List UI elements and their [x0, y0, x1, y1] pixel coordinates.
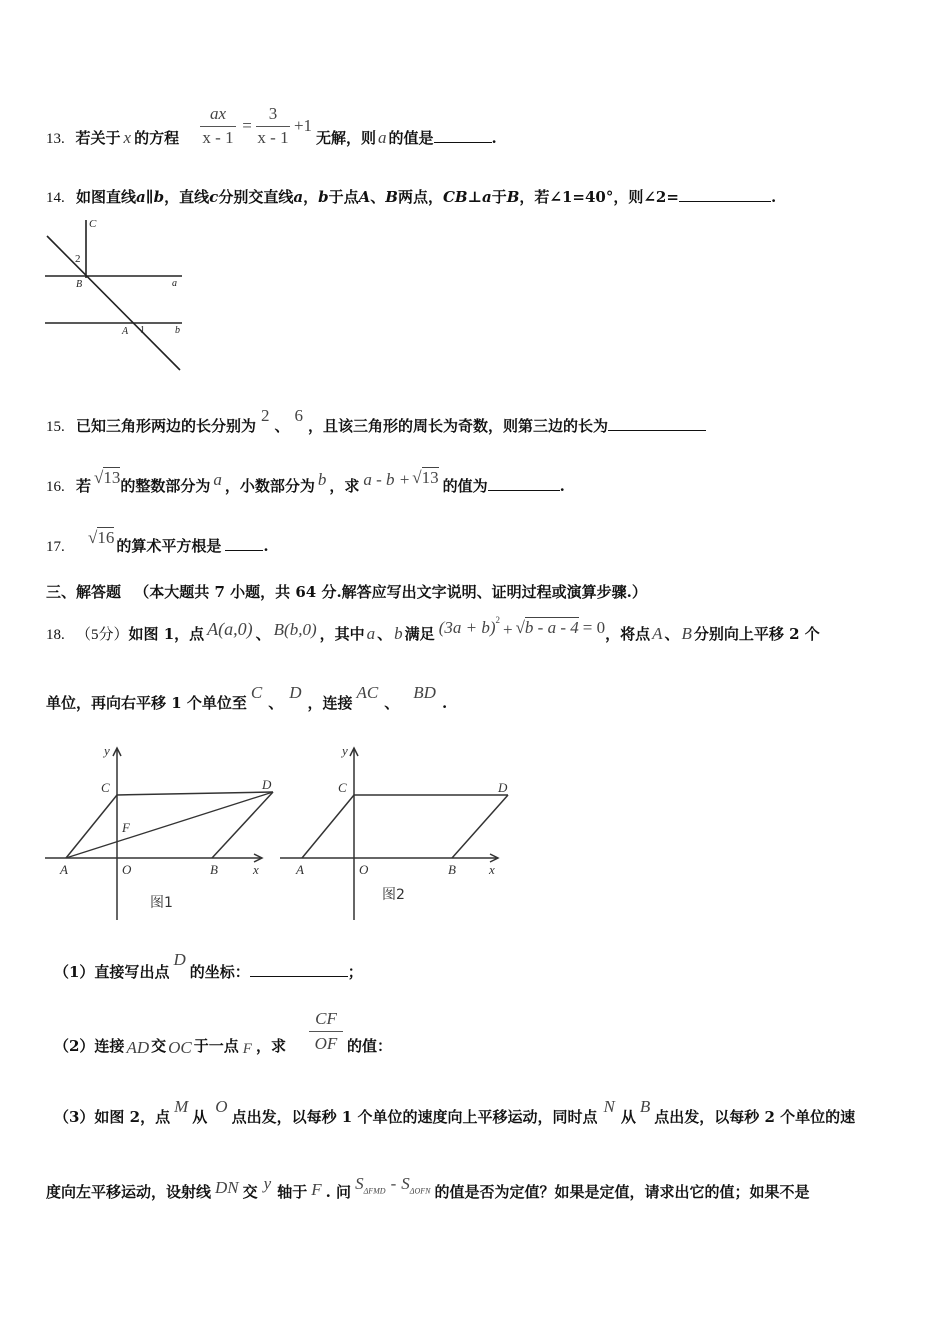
q18-p2-t1: 交	[151, 1037, 167, 1055]
q14-text: 如图直线	[75, 188, 136, 206]
fig1-label-A: A	[60, 862, 68, 877]
q18-B: B	[681, 624, 692, 643]
fig2-label-B: B	[448, 862, 456, 877]
q18-p3-S2	[401, 1174, 431, 1196]
q16-b: b	[317, 470, 327, 489]
q18-a: a	[366, 624, 376, 643]
q14-t8: 于	[491, 188, 507, 206]
q18-figure-2	[276, 740, 506, 925]
q18-line2-end: .	[441, 694, 448, 712]
q18-p3-O: O	[215, 1097, 228, 1116]
fig1-label-F: F	[122, 820, 130, 835]
q13-suffix1: 无解，则	[316, 129, 377, 147]
q18-p3-t8: 的值是否为定值？如果是定值，请求出它的值；如果不是	[434, 1183, 810, 1201]
section-3-header	[46, 582, 647, 602]
fig2-label-D: D	[498, 780, 508, 795]
q18-eq-left: (3a + b)	[438, 618, 496, 637]
q18-p3-S2-letter: S	[401, 1174, 410, 1193]
q18-p2-frac-den: OF	[314, 1034, 338, 1053]
q15-number: 15.	[46, 419, 65, 435]
fig1-label-D: D	[262, 777, 272, 792]
q18-t4: ，将点	[605, 625, 651, 643]
q14-a: a	[293, 188, 304, 206]
q18-p3-line2-t1: 度向左平移运动，设射线	[46, 1183, 212, 1201]
q18-t5: 分别向上平移 2 个	[693, 625, 820, 643]
q14-A: A	[358, 188, 371, 206]
fig1-label-B: B	[210, 862, 218, 877]
q17-answer-blank[interactable]	[225, 536, 263, 551]
q17-sqrt16-radicand: 16	[97, 528, 115, 547]
q13-eq: =	[242, 116, 252, 135]
q14-cb-perp-a: CB⊥a	[442, 188, 492, 206]
q18-p1-answer-blank[interactable]	[250, 962, 348, 977]
q18-p3-minus: -	[390, 1174, 397, 1193]
q18-p2-AD: AD	[126, 1038, 150, 1057]
q18-p2-frac-num: CF	[315, 1009, 337, 1028]
q16-t2: 的整数部分为	[120, 477, 211, 495]
q18-p3-S1-letter: S	[355, 1174, 364, 1193]
q18-line2-t1: 单位，再向右平移 1 个单位至	[46, 694, 247, 712]
q13-mid: 的方程	[134, 129, 180, 147]
q14-label-B: B	[76, 279, 83, 290]
q14-label-b: b	[175, 325, 180, 336]
q14-transversal	[47, 236, 180, 370]
q18-C: C	[250, 683, 263, 702]
q18-eq-sqrt-radicand: b - a - 4	[524, 618, 579, 637]
fig2-label-A: A	[296, 862, 304, 877]
q18-b: b	[394, 624, 403, 643]
fig2-label-C: C	[338, 780, 347, 795]
q18-t3: 满足	[404, 625, 435, 643]
q13-plus-one: +1	[293, 116, 313, 135]
q13-var-a: a	[378, 128, 387, 147]
q14-label-C: C	[89, 218, 97, 230]
q16-sqrt13-radicand: 13	[103, 468, 121, 487]
q18-p2-t4: 的值：	[347, 1037, 393, 1055]
q13-frac2-den: x - 1	[257, 128, 289, 147]
q18-p3-B: B	[639, 1097, 651, 1116]
q18-sep2: 、	[377, 625, 393, 643]
q18-AC: AC	[356, 683, 379, 702]
q13-end: .	[491, 129, 497, 147]
fig1-seg-CD	[117, 792, 273, 795]
q16-end: .	[559, 477, 565, 495]
q14-figure	[40, 210, 190, 375]
q13-number: 13.	[46, 131, 65, 147]
q16-t3: ，小数部分为	[224, 477, 315, 495]
q17-end: .	[263, 537, 269, 555]
q18-D: D	[289, 683, 302, 702]
q18-BD: BD	[413, 683, 436, 702]
q15-t2: ，且该三角形的周长为奇数，则第三边的长为	[308, 417, 609, 435]
q14-label-2: 2	[75, 253, 81, 265]
q18-t2: ，其中	[319, 625, 365, 643]
fig2-seg-AC	[302, 795, 354, 858]
fig2-label-x: x	[489, 862, 495, 877]
q14-a-par-b: a∥b	[136, 188, 165, 206]
q18-score: （5分）	[75, 627, 129, 643]
q14-B2: B	[506, 188, 520, 206]
q18-p3-y: y	[263, 1174, 272, 1193]
q14-t6: 、	[370, 188, 386, 206]
q18-p1-text: 的坐标：	[189, 963, 250, 981]
q14-label-a: a	[172, 278, 177, 289]
q18-p3-N: N	[603, 1097, 615, 1116]
q18-sep5: 、	[384, 694, 400, 712]
q16-sqrt13b: √13	[412, 468, 439, 487]
q18-p3-t7: . 问	[325, 1183, 352, 1201]
q18-p2-t3: ，求	[255, 1037, 286, 1055]
q15-t1: 已知三角形两边的长分别为	[75, 417, 256, 435]
fig1-label-O: O	[122, 862, 132, 877]
q18-sep3: 、	[664, 625, 680, 643]
fig1-caption: 图1	[150, 895, 173, 911]
q18-eq-right: = 0	[582, 618, 606, 637]
q13-var-x: x	[123, 128, 132, 147]
q13-answer-blank[interactable]	[434, 128, 492, 143]
q18-p3-F: F	[311, 1180, 322, 1199]
q18-eq-sqrt: √b - a - 4	[515, 618, 579, 637]
q18-sep: 、	[255, 625, 271, 643]
q14-t9: ，若∠1=40°，则∠2=	[519, 188, 679, 206]
fig1-label-x: x	[253, 862, 259, 877]
q16-sqrt13b-radicand: 13	[421, 468, 439, 487]
q18-eq-square: 2	[495, 615, 500, 625]
fig2-seg-BD	[452, 795, 508, 858]
q14-B: B	[385, 188, 398, 206]
q14-t3: 分别交直线	[218, 188, 294, 206]
q16-answer-blank[interactable]	[488, 476, 560, 491]
q18-line2-t2: ，连接	[307, 694, 353, 712]
q14-label-1: 1	[140, 325, 145, 336]
fig1-label-C: C	[101, 780, 110, 795]
q13-frac1-num: ax	[209, 104, 227, 123]
q18-p3-S2-sub: ΔOFN	[409, 1186, 431, 1196]
q17-number: 17.	[46, 539, 65, 555]
q16-expr: a - b +	[363, 470, 411, 489]
fig2-label-O: O	[359, 862, 369, 877]
q18-p3-label: （3）如图 2，点	[54, 1108, 171, 1126]
q18-p3-DN: DN	[215, 1178, 239, 1197]
fig1-seg-AC	[66, 795, 117, 858]
fig2-label-y: y	[342, 743, 348, 758]
fig1-label-y: y	[104, 743, 110, 758]
q18-p3-t1: 从	[192, 1108, 208, 1126]
section-3-title: 三、解答题	[46, 583, 122, 601]
q18-figure-1	[40, 740, 280, 925]
q13-prefix: 若关于	[75, 129, 121, 147]
q14-t5: 于点	[328, 188, 359, 206]
q16-sqrt13: √13	[94, 468, 121, 487]
q18-p1-D: D	[173, 950, 186, 969]
q18-part-1	[54, 950, 363, 982]
q15-sep: 、	[274, 417, 290, 435]
fig2-caption: 图2	[382, 887, 405, 903]
q18-p3-t6: 轴于	[277, 1183, 308, 1201]
q13-suffix2: 的值是	[388, 129, 434, 147]
q16-t5: 的值为	[442, 477, 488, 495]
q16-number: 16.	[46, 479, 65, 495]
q17-sqrt16: √16	[87, 528, 115, 547]
q14-t4: ，	[303, 188, 319, 206]
q18-p3-M: M	[174, 1097, 189, 1116]
q18-point-B: B(b,0)	[273, 620, 317, 639]
q18-A: A	[652, 624, 663, 643]
q14-answer-blank[interactable]	[679, 187, 771, 202]
q18-p2-t2: 于一点	[193, 1037, 239, 1055]
q18-p1-label: （1）直接写出点	[54, 963, 170, 981]
q18-sep4: 、	[268, 694, 284, 712]
q16-a: a	[213, 470, 222, 489]
q18-t1: 如图 1，点	[128, 625, 205, 643]
q18-point-A: A(a,0)	[207, 619, 253, 639]
q14-number: 14.	[46, 190, 65, 206]
q16-t1: 若	[75, 477, 91, 495]
q18-p3-S1	[355, 1174, 386, 1196]
q18-p2-OC: OC	[168, 1038, 192, 1057]
q18-p3-S1-sub: ΔFMD	[363, 1186, 386, 1196]
q18-p3-t2: 点出发，以每秒 1 个单位的速度向上平移运动，同时点	[231, 1108, 598, 1126]
q18-p1-end: ；	[347, 963, 363, 981]
q15-answer-blank[interactable]	[608, 416, 706, 431]
q16-t4: ，求	[329, 477, 360, 495]
q18-p3-t5: 交	[242, 1183, 258, 1201]
q18-p2-label: （2）连接	[54, 1037, 125, 1055]
q18-p3-t3: 从	[620, 1108, 636, 1126]
q18-number: 18.	[46, 627, 65, 643]
q18-p2-F: F	[242, 1041, 252, 1057]
q14-t7: 两点，	[397, 188, 443, 206]
q15-v2: 6	[294, 406, 304, 425]
q14-end: .	[770, 188, 777, 206]
q17-t1: 的算术平方根是	[116, 537, 222, 555]
q14-t2: ，直线	[164, 188, 210, 206]
q14-c: c	[209, 188, 219, 206]
q14-label-A: A	[122, 326, 129, 337]
q18-p3-t4: 点出发，以每秒 2 个单位的速	[654, 1108, 856, 1126]
q13-frac2-num: 3	[268, 104, 278, 123]
q18-eq-plus: +	[502, 620, 513, 639]
q14-b: b	[318, 188, 329, 206]
section-3-desc: （本大题共 7 小题，共 64 分.解答应写出文字说明、证明过程或演算步骤.）	[134, 583, 647, 601]
q15-v1: 2	[261, 406, 270, 425]
q13-frac1-den: x - 1	[202, 128, 234, 147]
